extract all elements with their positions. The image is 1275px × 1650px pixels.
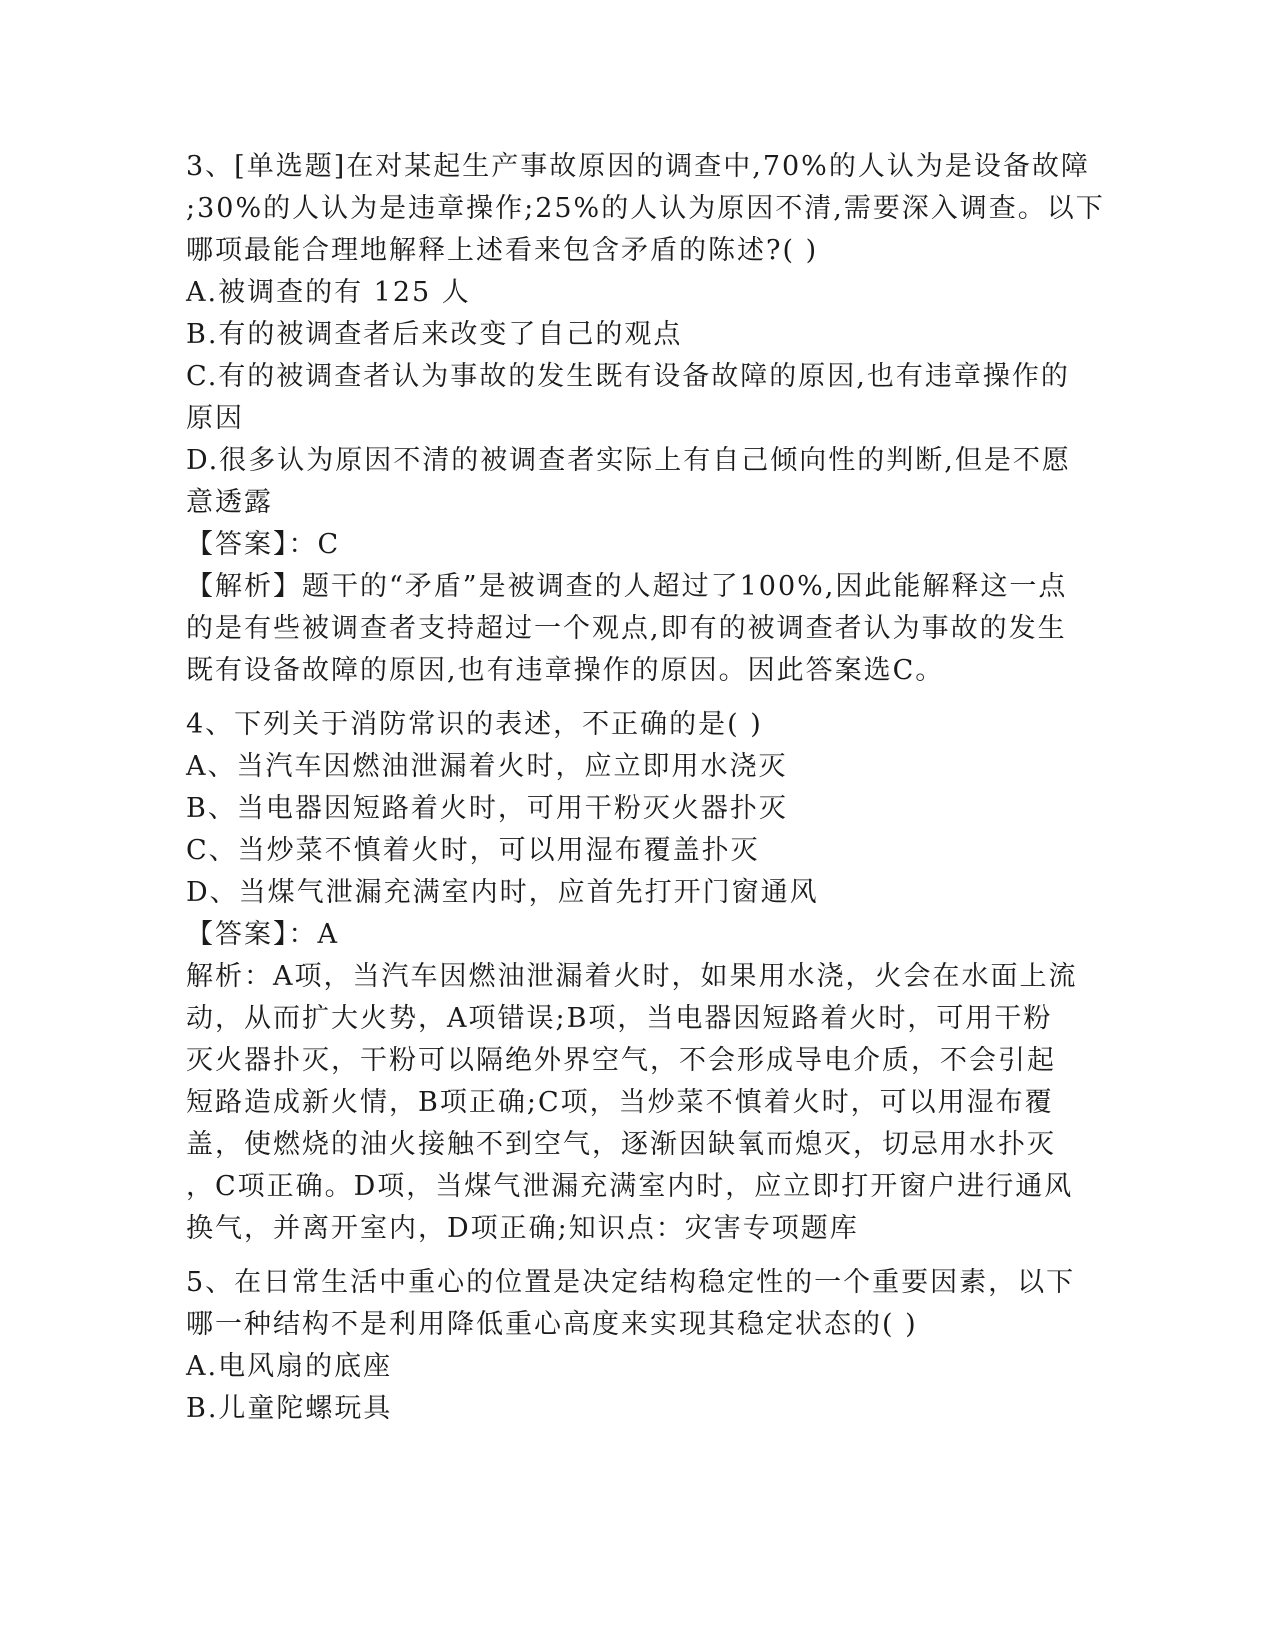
question-4-option-d: D、当煤气泄漏充满室内时，应首先打开门窗通风 <box>186 877 819 908</box>
question-5-stem-line-1: 5、在日常生活中重心的位置是决定结构稳定性的一个重要因素，以下 <box>186 1267 1076 1298</box>
question-4-analysis-line-6: ，C项正确。D项，当煤气泄漏充满室内时，应立即打开窗户进行通风 <box>186 1171 1074 1202</box>
question-4-option-a: A、当汽车因燃油泄漏着火时，应立即用水浇灭 <box>186 751 788 782</box>
question-4-analysis-line-1: 解析：A项，当汽车因燃油泄漏着火时，如果用水浇，火会在水面上流 <box>186 961 1078 992</box>
question-3-option-a: A.被调查的有 125 人 <box>186 277 471 308</box>
question-3-analysis-line-1: 【解析】题干的“矛盾”是被调查的人超过了100%,因此能解释这一点 <box>186 571 1068 602</box>
question-4-analysis-line-4: 短路造成新火情，B项正确;C项，当炒菜不慎着火时，可以用湿布覆 <box>186 1087 1054 1118</box>
question-3-option-b: B.有的被调查者后来改变了自己的观点 <box>186 319 683 350</box>
question-3-option-c-line-1: C.有的被调查者认为事故的发生既有设备故障的原因,也有违章操作的 <box>186 361 1070 392</box>
question-4-answer: 【答案】：A <box>186 919 339 950</box>
question-3-stem-line-3: 哪项最能合理地解释上述看来包含矛盾的陈述?( ) <box>186 235 819 266</box>
question-4-option-b: B、当电器因短路着火时，可用干粉灭火器扑灭 <box>186 793 788 824</box>
question-3-answer: 【答案】：C <box>186 529 341 560</box>
question-5 <box>186 1262 1086 1430</box>
question-4 <box>186 704 1086 1250</box>
question-4-analysis-line-7: 换气，并离开室内，D项正确;知识点：灾害专项题库 <box>186 1213 859 1244</box>
question-5-option-a: A.电风扇的底座 <box>186 1351 393 1382</box>
question-3-option-d-line-2: 意透露 <box>186 487 273 518</box>
question-3-option-d-line-1: D.很多认为原因不清的被调查者实际上有自己倾向性的判断,但是不愿 <box>186 445 1071 476</box>
question-4-option-c: C、当炒菜不慎着火时，可以用湿布覆盖扑灭 <box>186 835 760 866</box>
document-content <box>186 146 1105 1430</box>
question-3-stem-line-2: ;30%的人认为是违章操作;25%的人认为原因不清,需要深入调查。以下 <box>186 193 1105 224</box>
question-spacer <box>186 692 1086 704</box>
question-4-analysis-line-5: 盖，使燃烧的油火接触不到空气，逐渐因缺氧而熄灭，切忌用水扑灭 <box>186 1129 1056 1160</box>
question-4-analysis-line-3: 灭火器扑灭，干粉可以隔绝外界空气，不会形成导电介质，不会引起 <box>186 1045 1056 1076</box>
question-3-analysis-line-2: 的是有些被调查者支持超过一个观点,即有的被调查者认为事故的发生 <box>186 613 1067 644</box>
question-4-stem: 4、下列关于消防常识的表述，不正确的是( ) <box>186 709 763 740</box>
question-4-analysis-line-2: 动，从而扩大火势，A项错误;B项，当电器因短路着火时，可用干粉 <box>186 1003 1053 1034</box>
question-3 <box>186 146 1105 692</box>
question-spacer <box>186 1250 1086 1262</box>
question-5-stem-line-2: 哪一种结构不是利用降低重心高度来实现其稳定状态的( ) <box>186 1309 918 1340</box>
question-3-analysis-line-3: 既有设备故障的原因,也有违章操作的原因。因此答案选C。 <box>186 655 945 686</box>
question-5-option-b: B.儿童陀螺玩具 <box>186 1393 393 1424</box>
question-3-option-c-line-2: 原因 <box>186 403 244 434</box>
question-3-stem-line-1: 3、[单选题]在对某起生产事故原因的调查中,70%的人认为是设备故障 <box>186 151 1090 182</box>
